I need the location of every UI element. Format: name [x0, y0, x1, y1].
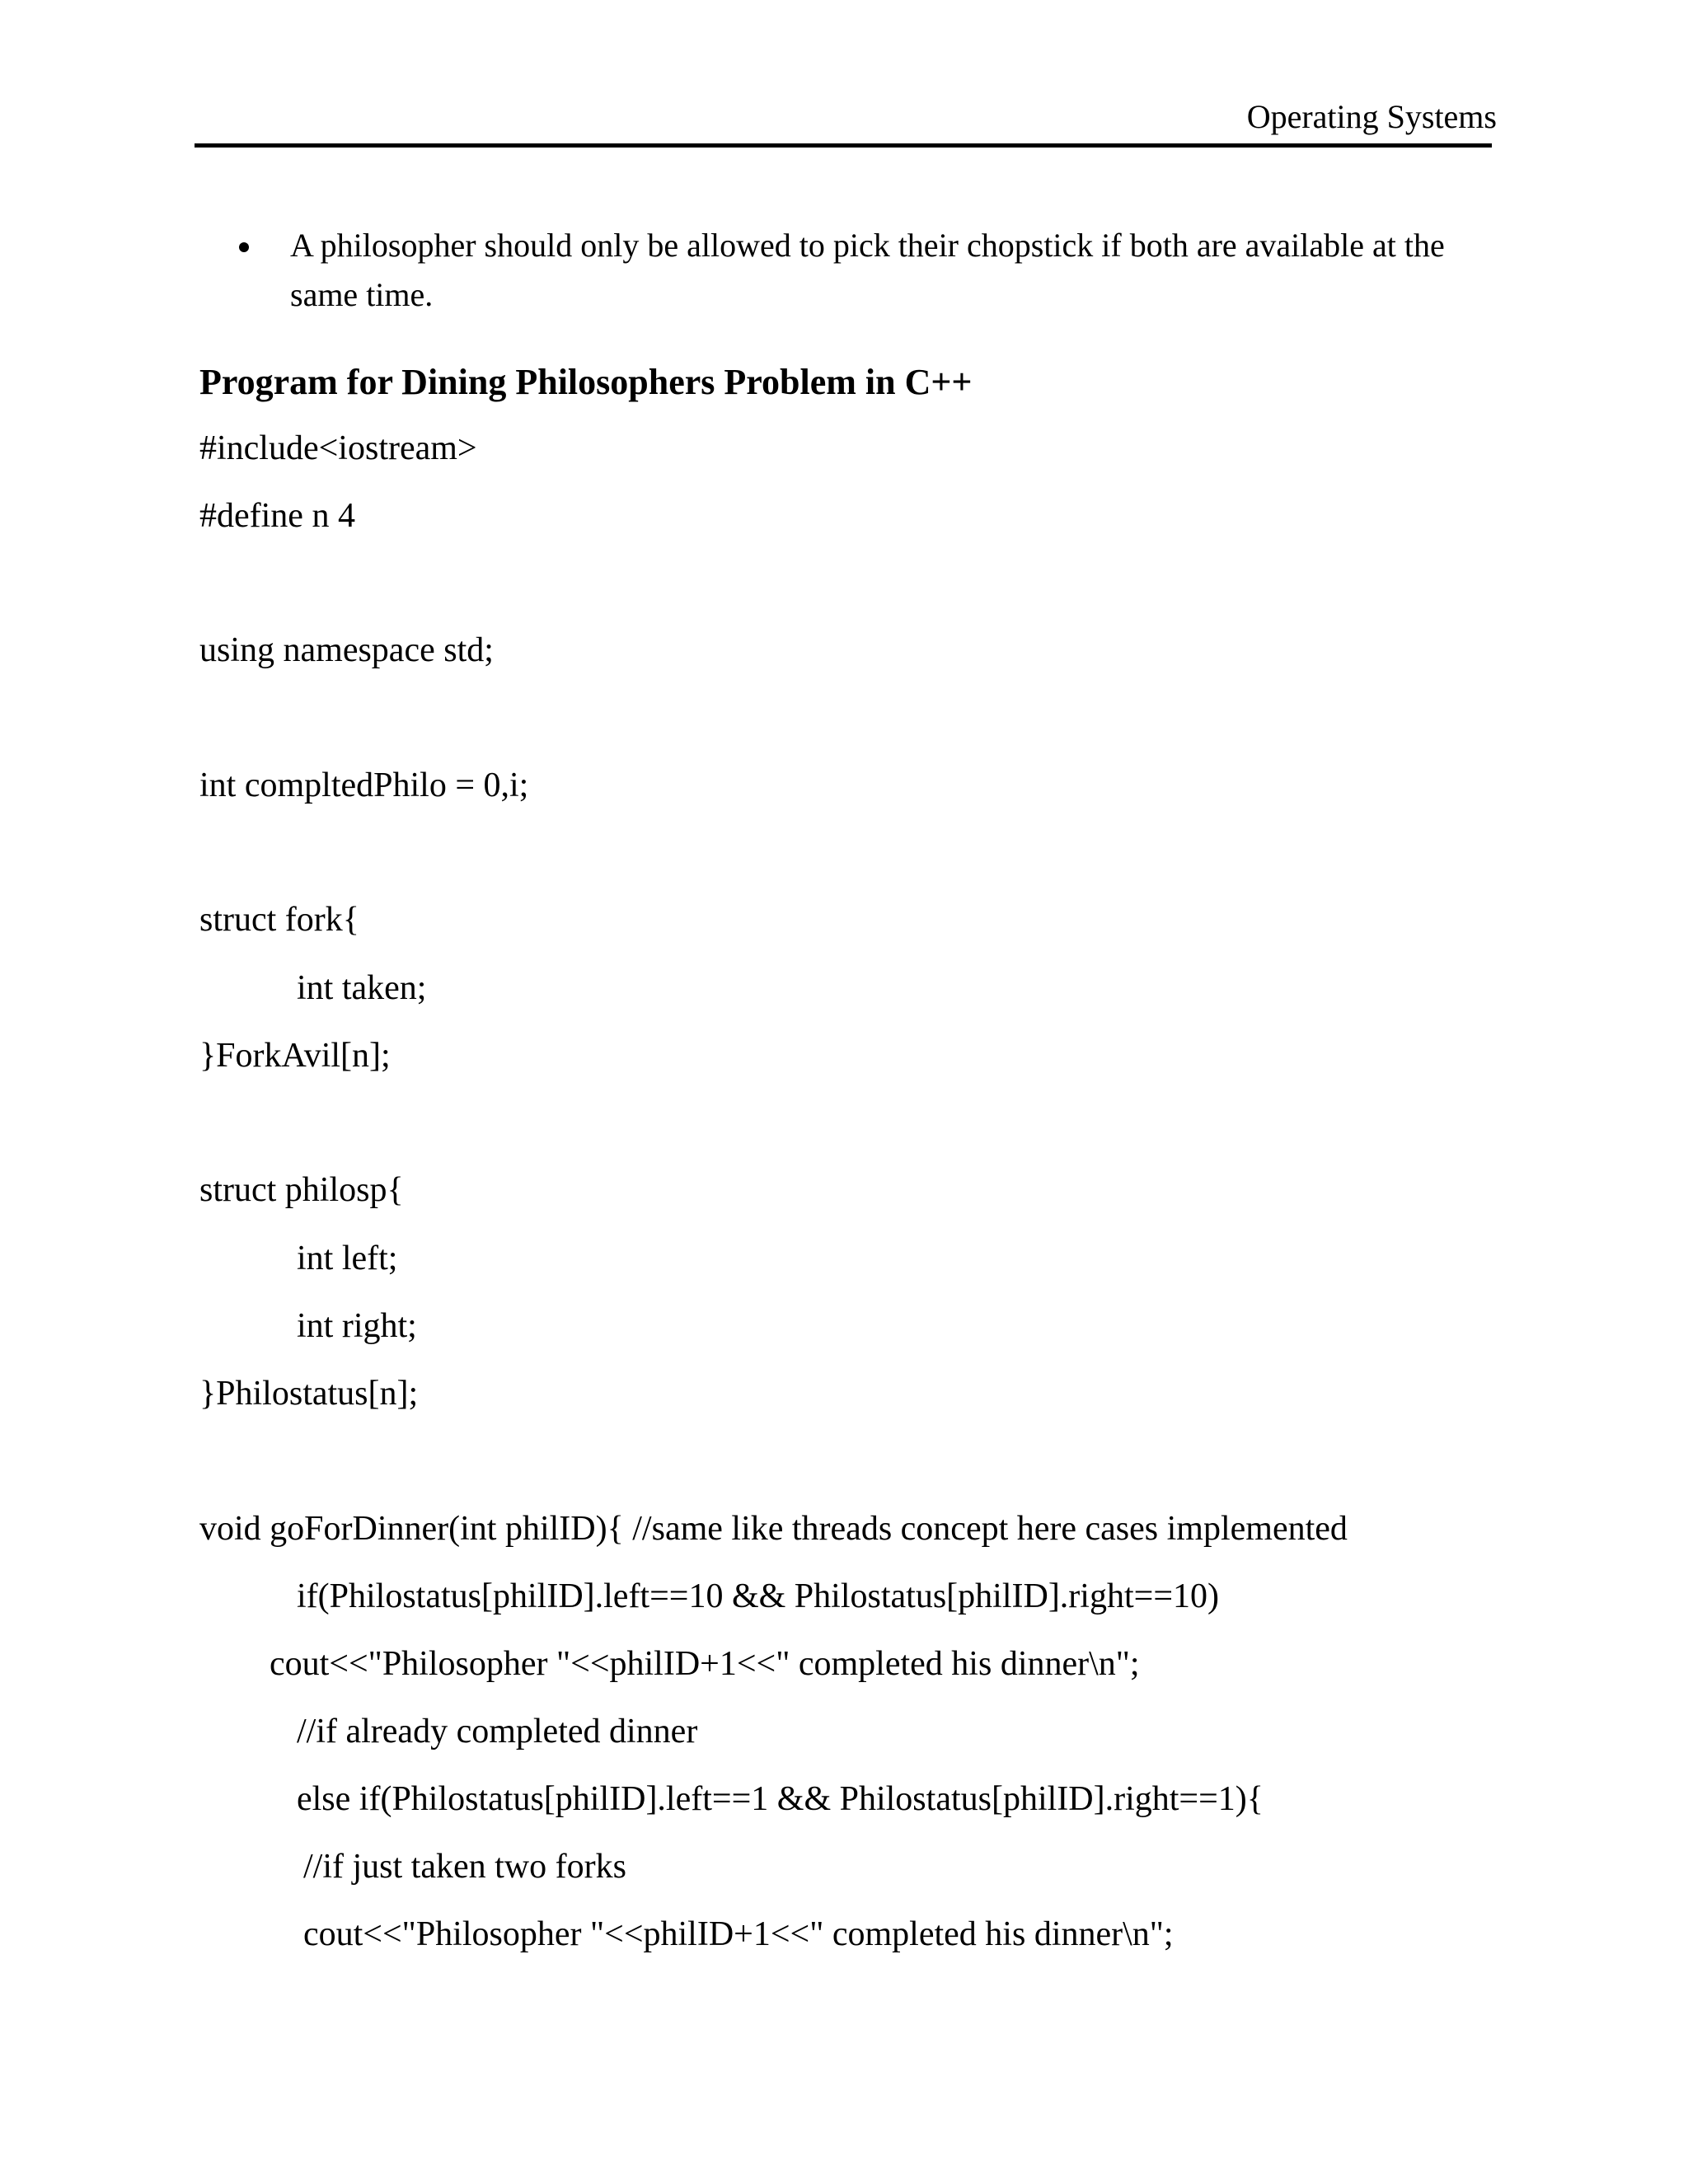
code-line-comment-already: //if already completed dinner — [297, 1713, 698, 1750]
code-line-cout-completed-2: cout<<"Philosopher "<<philID+1<<" completed his dinner\n"; — [303, 1915, 1174, 1953]
code-line-include: #include<iostream> — [199, 429, 477, 467]
code-line-if-completed: if(Philostatus[philID].left==10 && Philostatus[philID].right==10) — [297, 1577, 1219, 1615]
bullet-dot-icon — [239, 242, 249, 252]
code-line-define: #define n 4 — [199, 497, 355, 535]
code-line-else-if: else if(Philostatus[philID].left==1 && Philostatus[philID].right==1){ — [297, 1780, 1264, 1818]
section-heading: Program for Dining Philosophers Problem in C++ — [199, 362, 973, 402]
code-line-cout-completed: cout<<"Philosopher "<<philID+1<<" completed his dinner\n"; — [270, 1645, 1140, 1683]
code-line-fork-taken: int taken; — [297, 969, 427, 1007]
running-header-title: Operating Systems — [1246, 98, 1497, 135]
code-line-philosp-close: }Philostatus[n]; — [199, 1375, 419, 1413]
code-line-struct-fork: struct fork{ — [199, 901, 359, 939]
bullet-text: A philosopher should only be allowed to pick their chopstick if both are available at the same time. — [290, 227, 1445, 313]
code-line-global-vars: int compltedPhilo = 0,i; — [199, 766, 529, 804]
code-line-fork-close: }ForkAvil[n]; — [199, 1037, 391, 1075]
code-line-struct-philosp: struct philosp{ — [199, 1171, 404, 1209]
code-line-comment-two-forks: //if just taken two forks — [303, 1848, 626, 1886]
code-line-philosp-right: int right; — [297, 1307, 417, 1345]
code-line-philosp-left: int left; — [297, 1240, 398, 1277]
code-line-function-signature: void goForDinner(int philID){ //same like threads concept here cases implemented — [199, 1510, 1348, 1548]
header-rule-divider — [195, 143, 1492, 148]
code-line-using: using namespace std; — [199, 631, 494, 669]
